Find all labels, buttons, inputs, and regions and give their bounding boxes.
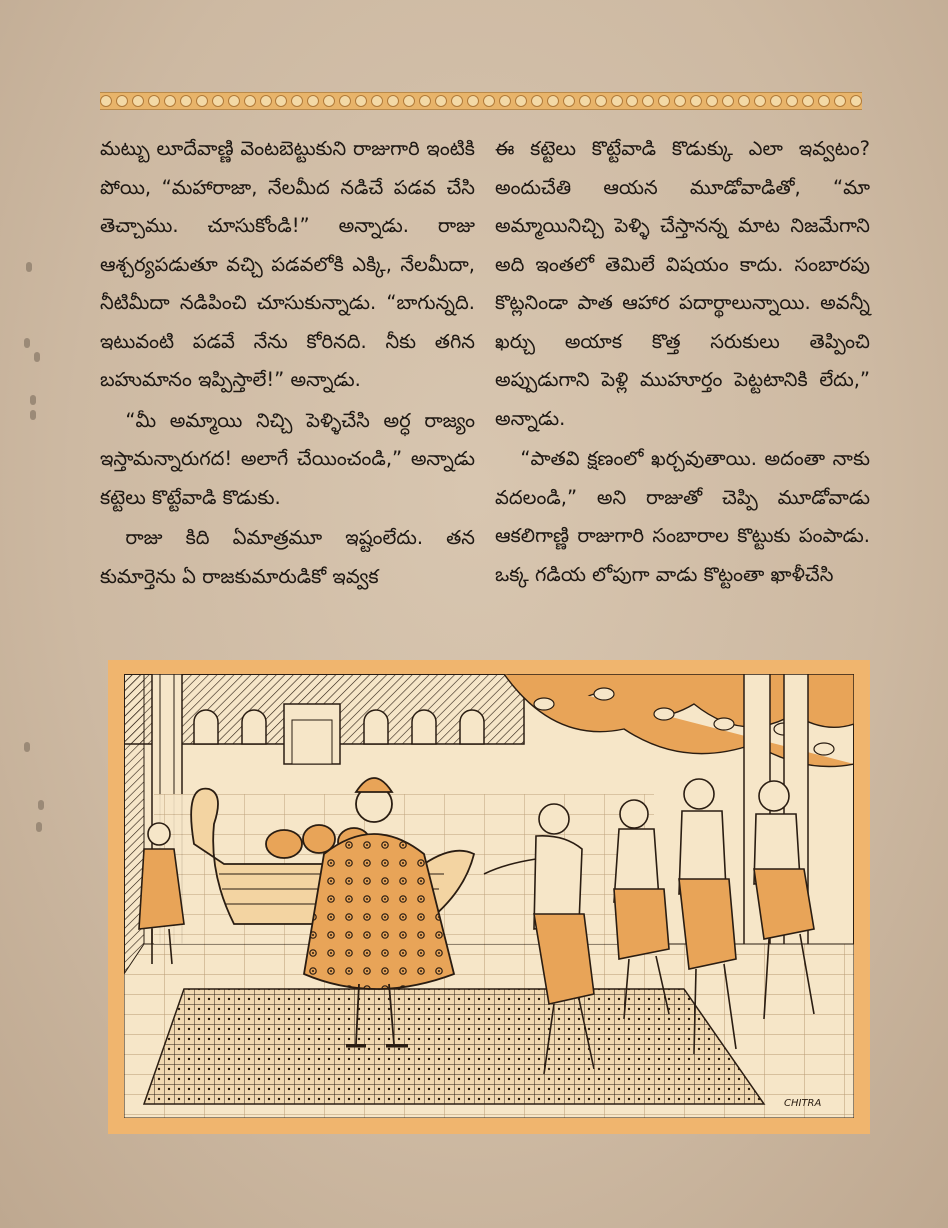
left-column	[100, 130, 475, 650]
border-ring	[339, 95, 351, 107]
border-ring	[212, 95, 224, 107]
story-illustration	[108, 660, 870, 1134]
border-ring	[467, 95, 479, 107]
border-ring	[260, 95, 272, 107]
border-ring	[403, 95, 415, 107]
border-ring	[706, 95, 718, 107]
border-ring	[451, 95, 463, 107]
border-ring	[419, 95, 431, 107]
border-ring	[323, 95, 335, 107]
border-ring	[722, 95, 734, 107]
text-columns	[100, 130, 870, 650]
border-ring	[850, 95, 862, 107]
border-ring	[595, 95, 607, 107]
border-ring	[435, 95, 447, 107]
border-ring	[307, 95, 319, 107]
border-ring	[164, 95, 176, 107]
border-ring	[371, 95, 383, 107]
border-ring	[563, 95, 575, 107]
border-ring	[275, 95, 287, 107]
border-ring	[658, 95, 670, 107]
border-ring	[387, 95, 399, 107]
paragraph: మట్బు లూదేవాణ్ణి వెంటబెట్టుకుని రాజుగారి ఇంటికి పోయి, “మహారాజా, నేలమీద నడిచే పడవ చేసి తెచ్చాము. చూసుకోండి!” అన్నాడు. రాజు ఆశ్చర్యపడుతూ వచ్చి పడవలోకి ఎక్కి, నేలమీదా, నీటిమీదా నడిపించి చూసుకున్నాడు. “బాగున్నది. ఇటువంటి పడవే నేను కోరినది. నీకు తగిన బహుమానం ఇప్పిస్తాలే!” అన్నాడు.	[100, 137, 475, 391]
border-ring	[579, 95, 591, 107]
border-ring	[228, 95, 240, 107]
border-ring	[291, 95, 303, 107]
border-ring	[834, 95, 846, 107]
border-ring	[180, 95, 192, 107]
border-ring	[244, 95, 256, 107]
border-ring	[499, 95, 511, 107]
border-ring	[674, 95, 686, 107]
border-ring	[690, 95, 702, 107]
border-ring	[132, 95, 144, 107]
border-ring	[483, 95, 495, 107]
border-ring	[738, 95, 750, 107]
border-ring	[642, 95, 654, 107]
paragraph: “మీ అమ్మాయి నిచ్చి పెళ్ళిచేసి అర్ధ రాజ్యం ఇస్తామన్నారుగద! అలాగే చేయించండి,” అన్నాడు కట్టెలు కొట్టేవాడి కొడుకు.	[100, 408, 475, 509]
paragraph: “పాతవి క్షణంలో ఖర్చవుతాయి. అదంతా నాకు వదలండి,” అని రాజుతో చెప్పి మూడోవాడు ఆకలిగాణ్ణి రాజుగారి సంబారాల కొట్టుకు పంపాడు. ఒక్క గడియ లోపుగా వాడు కొట్టంతా ఖాళీచేసి	[495, 447, 870, 586]
border-ring	[818, 95, 830, 107]
border-ring	[355, 95, 367, 107]
palace-scene-drawing	[124, 674, 854, 1118]
border-ring	[802, 95, 814, 107]
right-column	[495, 130, 870, 650]
border-ring	[148, 95, 160, 107]
border-ring	[196, 95, 208, 107]
border-ring	[754, 95, 766, 107]
border-ring	[626, 95, 638, 107]
paragraph: రాజు కిది ఏమాత్రమూ ఇష్టంలేదు. తన కుమార్తెను ఏ రాజకుమారుడికో ఇవ్వక	[100, 526, 475, 588]
border-ring	[531, 95, 543, 107]
border-ring	[770, 95, 782, 107]
paragraph: ఈ కట్టెలు కొట్టేవాడి కొడుక్కు ఎలా ఇవ్వటం? అందుచేతి ఆయన మూడోవాడితో, “మా అమ్మాయినిచ్చి పెళ్ళి చేస్తానన్న మాట నిజమేగాని అది ఇంతలో తెమిలే విషయం కాదు. సంబారపు కొట్లనిండా పాత ఆహార పదార్థాలున్నాయి. అవన్నీ ఖర్చు అయాక కొత్త సరుకులు తెప్పించి అప్పుడుగాని పెళ్లి ముహూర్తం పెట్టటానికి లేదు,” అన్నాడు.	[495, 137, 870, 430]
border-ring	[786, 95, 798, 107]
border-ring	[515, 95, 527, 107]
border-ring	[100, 95, 112, 107]
decorative-border-strip	[100, 92, 862, 110]
border-ring	[547, 95, 559, 107]
artist-signature: CHITRA	[784, 1098, 822, 1109]
border-ring	[611, 95, 623, 107]
border-ring	[116, 95, 128, 107]
